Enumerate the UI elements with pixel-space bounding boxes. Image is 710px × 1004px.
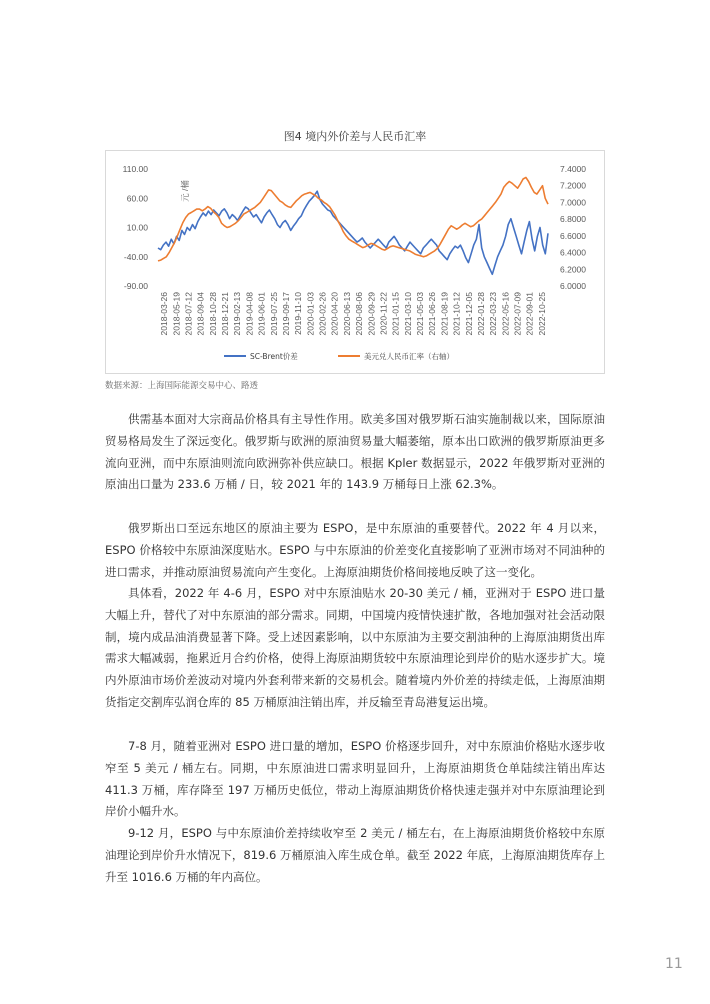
x-tick-label: 2022-05-16 [500, 292, 511, 336]
y-right-tick-label: 6.0000 [560, 281, 586, 291]
x-tick-label: 2022-09-01 [524, 292, 535, 336]
x-tick-label: 2022-03-23 [488, 292, 499, 336]
x-tick-label: 2020-08-06 [354, 292, 365, 336]
chart-container [105, 150, 605, 374]
x-tick-label: 2021-03-10 [402, 292, 413, 336]
x-tick-label: 2020-02-26 [317, 292, 328, 336]
paragraph-4: 7-8 月，随着亚洲对 ESPO 进口量的增加，ESPO 价格逐步回升，对中东原油价格贴水逐步收窄至 5 美元 / 桶左右。同期，中东原油进口需求明显回升，上海原油期货仓单陆续注销出库达 411.3 万桶，库存降至 197 万桶历史低位，带动上海原油期货价格快速走强并对中东原油理论到岸价小幅升水。 [105, 739, 605, 819]
figure-title: 图4 境内外价差与人民币汇率 [283, 130, 427, 143]
x-tick-label: 2019-04-08 [244, 292, 255, 336]
x-tick-label: 2022-07-09 [512, 292, 523, 336]
x-tick-label: 2021-12-05 [463, 292, 474, 336]
x-tick-label: 2019-09-17 [280, 292, 291, 336]
x-tick-label: 2020-04-20 [329, 292, 340, 336]
y-right-tick-label: 6.8000 [560, 214, 586, 225]
x-tick-label: 2020-06-13 [341, 292, 352, 336]
paragraph-2: 俄罗斯出口至远东地区的原油主要为 ESPO，是中东原油的重要替代。2022 年 4 月以来，ESPO 价格较中东原油深度贴水。ESPO 与中东原油的价差变化直接影响了亚洲市场对不同油种的进口需求，并推动原油贸易流向产生变化。上海原油期货价格间接地反映了这一变化。 [105, 521, 605, 579]
x-tick-label: 2021-01-15 [390, 292, 401, 336]
y-right-tick-label: 6.2000 [560, 264, 586, 275]
x-tick-label: 2021-06-26 [427, 292, 438, 336]
series-line-sc-brent-spread [158, 191, 548, 274]
x-tick-label: 2018-10-28 [207, 292, 218, 336]
y-left-tick-label: 60.00 [126, 193, 148, 204]
y-right-tick-label: 6.6000 [560, 230, 586, 241]
x-tick-label: 2019-07-25 [268, 292, 279, 336]
x-tick-label: 2018-03-26 [159, 292, 170, 336]
spread-exchange-rate-chart [106, 151, 604, 373]
x-tick-label: 2018-05-19 [171, 292, 182, 336]
page-number: 11 [665, 956, 683, 972]
y-left-tick-label: 110.00 [122, 164, 148, 174]
x-tick-label: 2022-01-28 [475, 292, 486, 336]
y-right-tick-label: 7.2000 [560, 180, 586, 191]
y-right-tick-label: 7.0000 [560, 197, 586, 208]
y-left-tick-label: 10.00 [126, 222, 148, 233]
paragraph-5: 9-12 月，ESPO 与中东原油价差持续收窄至 2 美元 / 桶左右，在上海原油期货价格较中东原油理论到岸价升水情况下，819.6 万桶原油入库生成仓单。截至 2022 年底，上海原油期货库存上升至 1016.6 万桶的年内高位。 [105, 826, 605, 884]
paragraph-1: 供需基本面对大宗商品价格具有主导性作用。欧美多国对俄罗斯石油实施制裁以来，国际原油贸易格局发生了深远变化。俄罗斯与欧洲的原油贸易量大幅萎缩，原本出口欧洲的俄罗斯原油更多流向亚洲，而中东原油则流向欧洲弥补供应缺口。根据 Kpler 数据显示，2022 年俄罗斯对亚洲的原油出口量为 233.6 万桶 / 日，较 2021 年的 143.9 万桶每日上涨 62.3%。 [105, 412, 605, 492]
x-tick-label: 2020-09-29 [366, 292, 377, 336]
y-axis-label: 元 /桶 [180, 180, 190, 202]
y-left-tick-label: -90.00 [123, 281, 148, 291]
x-tick-label: 2020-11-22 [378, 292, 389, 335]
figure-source: 数据来源：上海国际能源交易中心、路透 [105, 381, 259, 391]
x-tick-label: 2019-11-10 [293, 292, 304, 335]
y-left-tick-label: -40.00 [123, 251, 148, 262]
x-tick-label: 2019-06-01 [256, 292, 267, 336]
x-tick-label: 2021-10-12 [451, 292, 462, 336]
x-tick-label: 2018-12-21 [220, 292, 231, 336]
x-tick-label: 2018-07-12 [183, 292, 194, 336]
x-tick-label: 2022-10-25 [536, 292, 547, 336]
x-tick-label: 2021-05-03 [415, 292, 426, 336]
y-right-tick-label: 6.4000 [560, 247, 586, 258]
series-line-usd-cny-rate [158, 177, 548, 261]
paragraph-3: 具体看，2022 年 4-6 月，ESPO 对中东原油贴水 20-30 美元 / 桶，亚洲对于 ESPO 进口量大幅上升，替代了对中东原油的部分需求。同期，中国境内疫情快速扩散，各地加强对社会活动限制，境内成品油消费显著下降。受上述因素影响，以中东原油为主要交割油种的上海原油期货出库需求大幅减弱，拖累近月合约价格，使得上海原油期货较中东原油理论到岸价的贴水逐步扩大。境内外原油市场价差波动对境内外套利带来新的交易机会。随着境内外价差的持续走低，上海原油期货指定交割库弘润仓库的 85 万桶原油注销出库，并反输至青岛港复运出境。 [105, 586, 605, 709]
legend-label-usd-cny: 美元兑人民币汇率（右轴） [364, 352, 454, 361]
x-tick-label: 2020-01-03 [305, 292, 316, 336]
x-tick-label: 2019-02-13 [232, 292, 243, 336]
y-right-tick-label: 7.4000 [560, 164, 586, 174]
x-tick-label: 2018-09-04 [195, 292, 206, 336]
legend-label-sc-brent: SC-Brent价差 [250, 352, 298, 361]
x-tick-label: 2021-08-19 [439, 292, 450, 336]
